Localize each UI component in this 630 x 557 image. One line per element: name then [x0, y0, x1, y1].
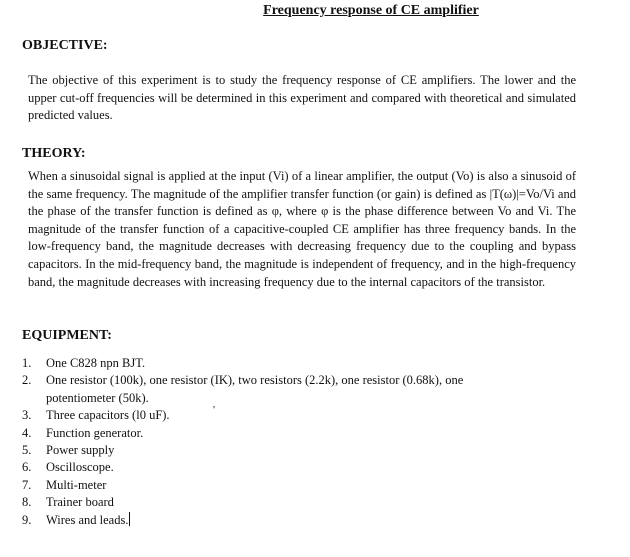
theory-paragraph: When a sinusoidal signal is applied at the input (Vi) of a linear amplifier, the output (Vo) is also a sinusoid of the same frequency. The magnitude of the amplifier transfer function (or gain) is defined as |T(ω)|=Vo/Vi and the phase of the transfer function is defined as φ, where φ is the phase difference between Vo and Vi. The magnitude of the transfer function of a capacitive-coupled CE amplifier has three frequency bands. In the low-frequency band, the magnitude decreases with decreasing frequency due to the coupling and bypass capacitors. In the mid-frequency band, the magnitude is independent of frequency, and in the high-frequency band, the magnitude decreases with increasing frequency due to the internal capacitors of the transistor. [28, 169, 576, 289]
equipment-heading: EQUIPMENT: [22, 328, 112, 343]
text-cursor [129, 512, 130, 526]
document-title: Frequency response of CE amplifier [263, 3, 479, 18]
list-item: 3. Three capacitors (l0 uF). [22, 408, 170, 423]
theory-heading: THEORY: [22, 146, 86, 161]
equipment-list [22, 355, 516, 529]
list-item: 8. Trainer board [22, 495, 114, 510]
objective-heading: OBJECTIVE: [22, 38, 108, 53]
list-item: 7. Multi-meter [22, 477, 107, 492]
list-item: 2. One resistor (100k), one resistor (IK), two resistors (2.2k), one resistor (0.68k), one potentiometer (50k). [22, 373, 464, 405]
list-item: 5. Power supply [22, 443, 115, 458]
list-item: 9. Wires and leads. [22, 512, 129, 527]
list-item: 1. One C828 npn BJT. [22, 356, 146, 370]
stray-mark: ' [213, 404, 215, 416]
list-item: 4. Function generator. [22, 425, 144, 440]
objective-paragraph: The objective of this experiment is to study the frequency response of CE amplifiers. The lower and the upper cut-off frequencies will be determined in this experiment and compared with theoretical and simulated predicted values. [28, 73, 576, 123]
list-item: 6. Oscilloscope. [22, 460, 114, 475]
